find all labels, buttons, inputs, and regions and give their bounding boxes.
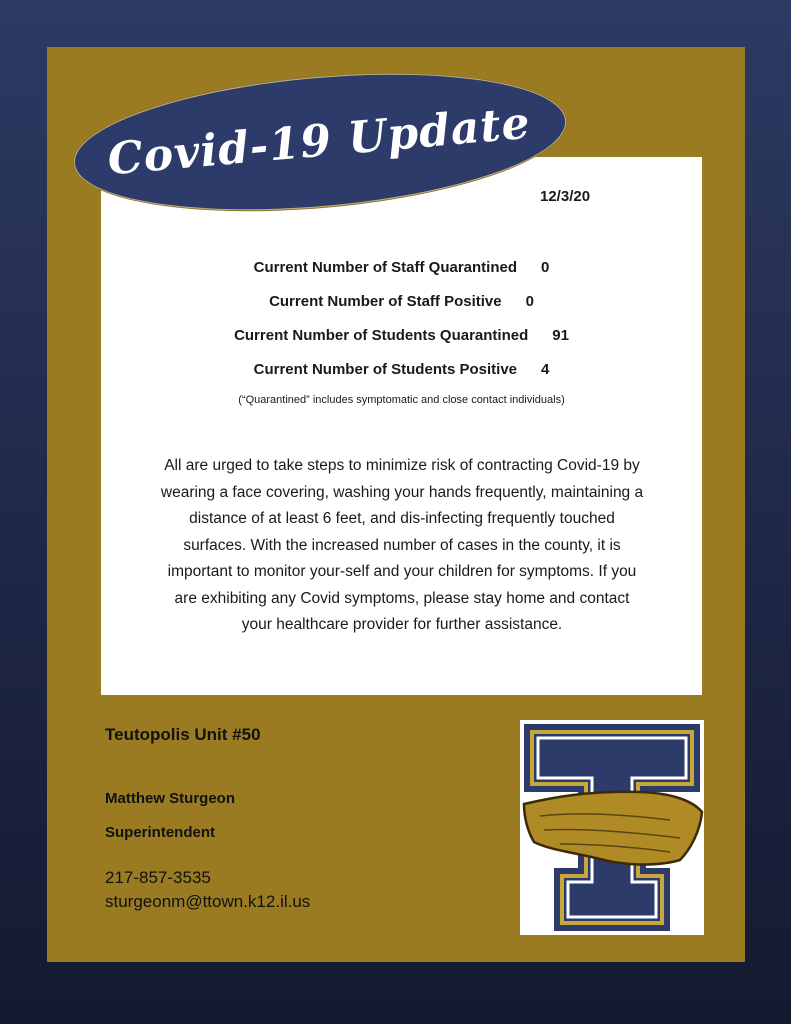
contact-name: Matthew Sturgeon [105, 790, 235, 807]
stat-staff-positive [101, 293, 702, 310]
contact-email: sturgeonm@ttown.k12.il.us [105, 892, 311, 911]
stat-students-positive [101, 361, 702, 378]
stat-label: Current Number of Staff Quarantined [253, 259, 517, 276]
stat-label: Current Number of Students Positive [253, 361, 518, 378]
update-date: 12/3/20 [540, 188, 591, 205]
guidance-paragraph: All are urged to take steps to minimize risk of contracting Covid-19 by wearing a face covering, washing your hands frequently, maintaining a distance of at least 6 feet, and dis-infecting frequently touched surfaces. With the increased number of cases in the county, it is important to monitor your-self and your children for symptoms. If you are exhibiting any Covid symptoms, please stay home and contact your healthcare provider for further assistance. [160, 457, 644, 633]
contact-role: Superintendent [105, 824, 216, 841]
stat-label: Current Number of Students Quarantined [234, 327, 529, 344]
stat-value: 0 [541, 259, 550, 276]
stat-staff-quarantined [101, 259, 702, 276]
stat-students-quarantined [101, 327, 702, 344]
quarantine-note: (“Quarantined” includes symptomatic and close contact individuals) [238, 394, 565, 406]
letter-t-wooden-shoe-logo-icon [520, 720, 704, 935]
contact-phone: 217-857-3535 [105, 868, 211, 887]
organization-name: Teutopolis Unit #50 [105, 725, 261, 744]
page-title: Covid-19 Update [105, 97, 533, 185]
stat-value: 91 [552, 327, 569, 344]
stat-value: 0 [525, 293, 534, 310]
stat-value: 4 [541, 361, 550, 378]
stat-label: Current Number of Staff Positive [269, 293, 502, 310]
